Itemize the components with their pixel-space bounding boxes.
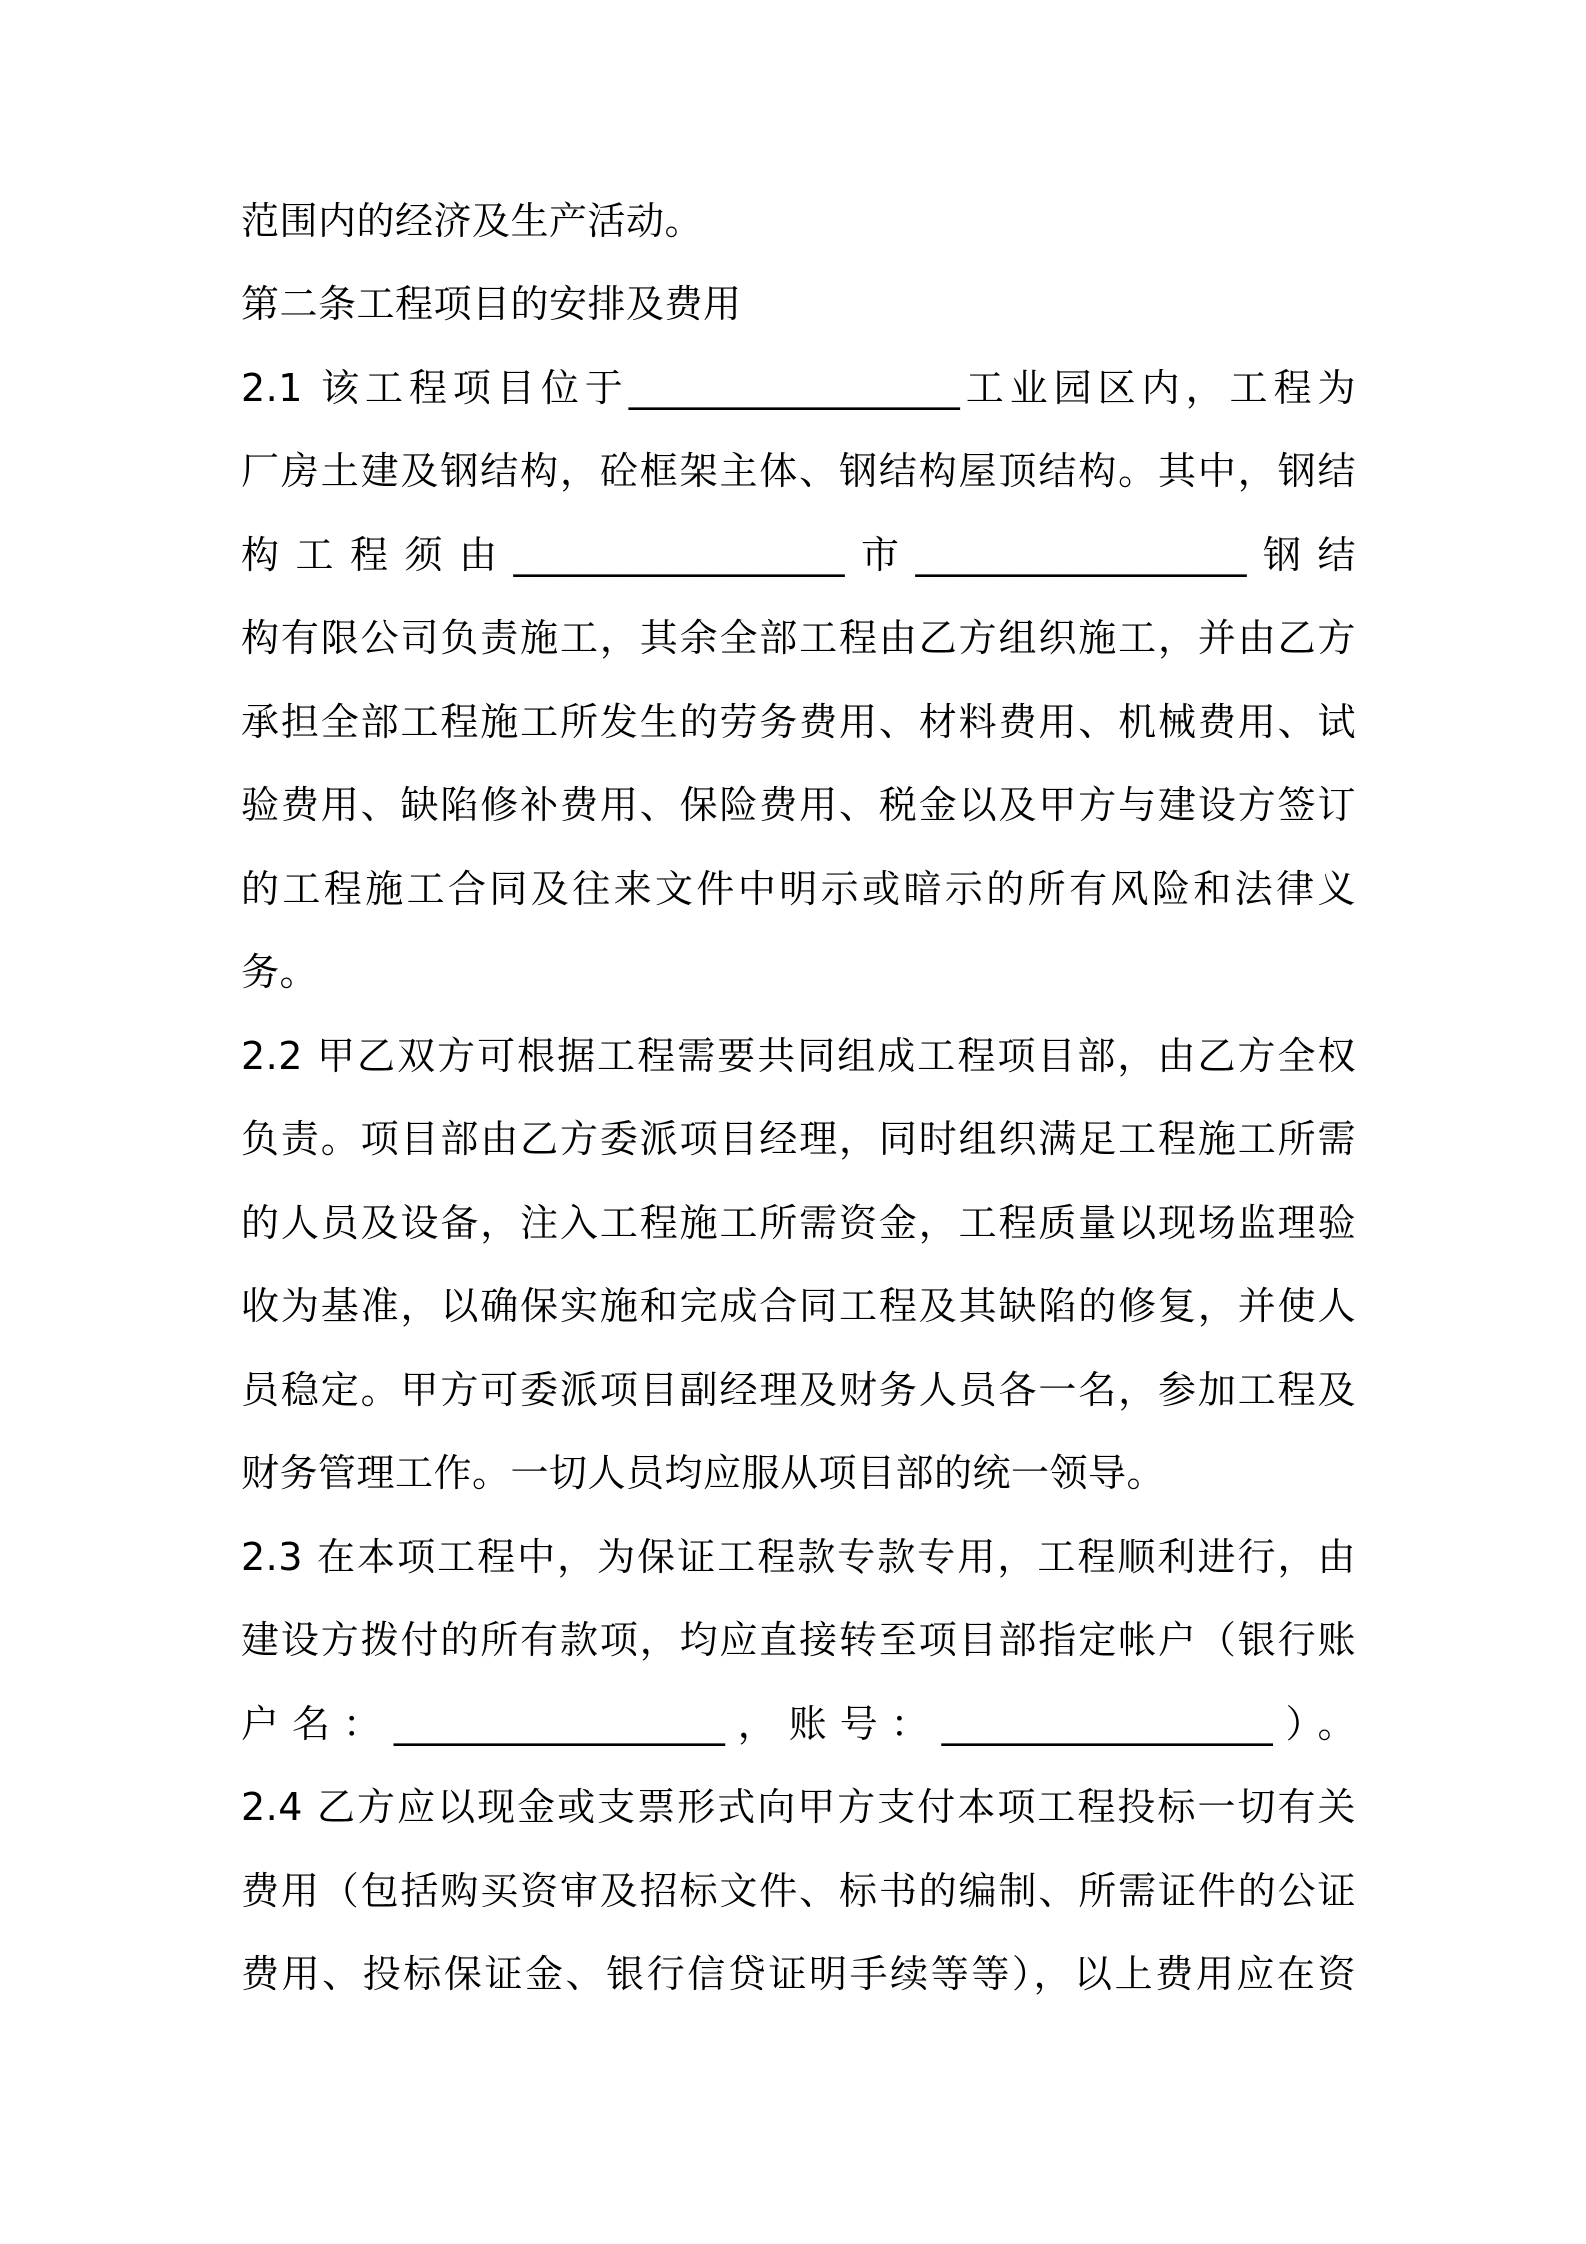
text-line: 费用、投标保证金、银行信贷证明手续等等），以上费用应在资	[241, 1952, 1356, 1996]
text-line: 费用（包括购买资审及招标文件、标书的编制、所需证件的公证	[241, 1869, 1356, 1913]
text-line: 户名：_________________，账号：_________________）。	[241, 1702, 1356, 1746]
text-line: 构有限公司负责施工，其余全部工程由乙方组织施工，并由乙方	[241, 616, 1356, 660]
text-line: 2.3 在本项工程中，为保证工程款专款专用，工程顺利进行，由	[241, 1535, 1356, 1579]
text-line: 范围内的经济及生产活动。	[241, 199, 704, 243]
section-heading: 第二条工程项目的安排及费用	[241, 282, 742, 326]
text-line: 财务管理工作。一切人员均应服从项目部的统一领导。	[241, 1451, 1166, 1495]
text-line: 的工程施工合同及往来文件中明示或暗示的所有风险和法律义	[241, 867, 1356, 911]
text-line: 2.2 甲乙双方可根据工程需要共同组成工程项目部，由乙方全权	[241, 1034, 1356, 1078]
text-line: 构工程须由_________________市_________________钢结	[241, 533, 1356, 577]
text-line: 负责。项目部由乙方委派项目经理，同时组织满足工程施工所需	[241, 1117, 1356, 1161]
text-line: 厂房土建及钢结构，砼框架主体、钢结构屋顶结构。其中，钢结	[241, 449, 1356, 493]
text-line: 建设方拨付的所有款项，均应直接转至项目部指定帐户（银行账	[241, 1618, 1356, 1662]
text-line: 收为基准，以确保实施和完成合同工程及其缺陷的修复，并使人	[241, 1284, 1356, 1328]
text-line: 的人员及设备，注入工程施工所需资金，工程质量以现场监理验	[241, 1201, 1356, 1245]
text-line: 验费用、缺陷修补费用、保险费用、税金以及甲方与建设方签订	[241, 783, 1356, 827]
text-line: 务。	[241, 950, 319, 994]
text-line: 2.1 该工程项目位于_________________工业园区内，工程为	[241, 366, 1356, 410]
text-line: 员稳定。甲方可委派项目副经理及财务人员各一名，参加工程及	[241, 1368, 1356, 1412]
text-line: 2.4 乙方应以现金或支票形式向甲方支付本项工程投标一切有关	[241, 1785, 1356, 1829]
text-line: 承担全部工程施工所发生的劳务费用、材料费用、机械费用、试	[241, 700, 1356, 744]
